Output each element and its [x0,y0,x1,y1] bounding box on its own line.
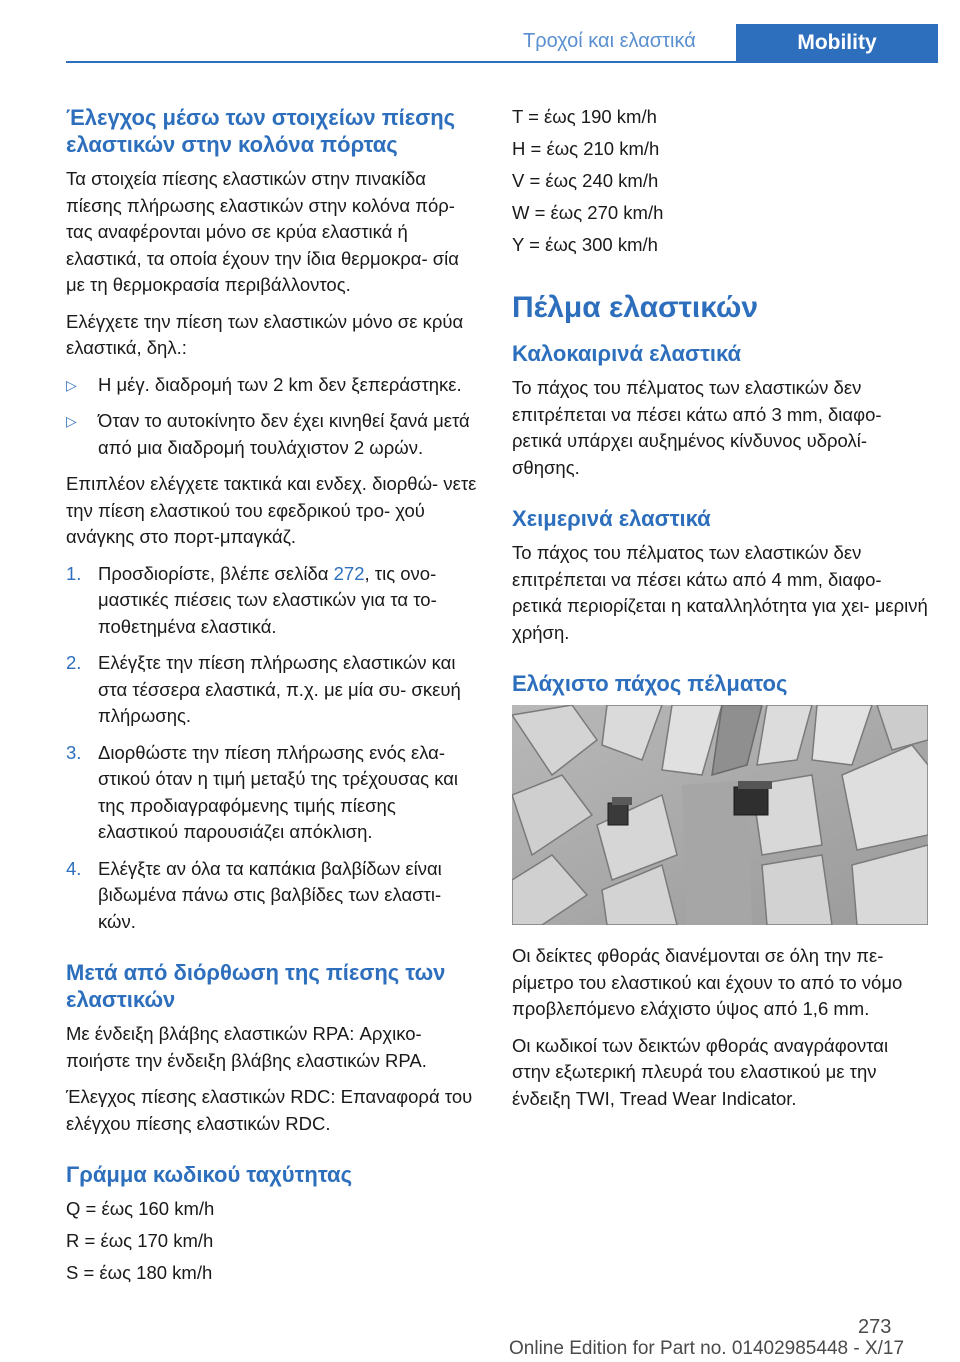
step-item [66,561,478,641]
step-text: Ελέγξτε αν όλα τα καπάκια βαλβίδων είναι βιδωμένα πάνω στις βαλβίδες των ελαστι‐ κών. [98,857,442,932]
paragraph: Ελέγχετε την πίεση των ελαστικών μόνο σε κρύα ελαστικά, δηλ.: [66,310,464,358]
header-section-title: Τροχοί και ελαστικά [523,30,696,52]
heading-winter-tires: Χειμερινά ελαστικά [512,506,711,531]
speed-code-item: Y = έως 300 km/h [512,234,658,255]
speed-code-list [66,1196,478,1287]
step-number: 1. [66,562,82,584]
step-number: 3. [66,741,82,763]
speed-code-item: T = έως 190 km/h [512,106,657,127]
heading-pillar-check: Έλεγχος μέσω των στοιχείων πίεσης ελαστικών στην κολόνα πόρτας [66,105,456,157]
step-item [66,856,478,936]
step-number: 2. [66,652,82,673]
right-column [512,104,928,1122]
heading-tire-tread: Πέλμα ελαστικών [512,291,759,324]
numbered-steps [66,561,478,936]
tire-tread-wear-indicator-image [512,705,928,925]
speed-code-item: H = έως 210 km/h [512,138,660,159]
heading-speed-code: Γράμμα κωδικού ταχύτητας [66,1162,353,1187]
speed-code-item: Q = έως 160 km/h [66,1198,215,1219]
speed-code-item: S = έως 180 km/h [66,1262,213,1283]
page-reference-link[interactable]: 272 [333,562,365,584]
speed-code-item: W = έως 270 km/h [512,202,664,223]
heading-after-correction: Μετά από διόρθωση της πίεσης των ελαστικών [66,960,446,1012]
step-text: , τις ονο‐ μαστικές πιέσεις των ελαστικών για τα το‐ ποθετημένα ελαστικά. [98,562,437,637]
bullet-list [66,372,478,462]
step-item [66,650,478,730]
list-item [66,372,478,399]
list-item-text: Όταν το αυτοκίνητο δεν έχει κινηθεί ξανά μετά από μια διαδρομή τουλάχιστον 2 ωρών. [98,410,470,458]
step-text: Ελέγξτε την πίεση πλήρωσης ελαστικών και στα τέσσερα ελαστικά, π.χ. με μία συ‐ σκευή πλήρωσης. [98,652,461,726]
paragraph: Οι δείκτες φθοράς διανέμονται σε όλη την πε‐ ρίμετρο του ελαστικού και έχουν το από το νόμο προβλεπόμενο ελάχιστο ύψος από 1,6 mm. [512,945,903,1019]
triangle-bullet-icon: ▷ [66,413,77,429]
paragraph: Οι κωδικοί των δεικτών φθοράς αναγράφονται στην εξωτερική πλευρά του ελαστικού με την ένδειξη TWI, Tread Wear Indicator. [512,1034,889,1109]
paragraph: Έλεγχος πίεσης ελαστικών RDC: Επαναφορά του ελέγχου πίεσης ελαστικών RDC. [66,1086,473,1134]
page-number: 273 [858,1316,892,1338]
speed-code-list [512,104,928,259]
speed-code-item: V = έως 240 km/h [512,170,659,191]
triangle-bullet-icon: ▷ [66,376,77,393]
list-item-text: Η μέγ. διαδρομή των 2 km δεν ξεπεράστηκε. [98,373,462,395]
left-column [66,104,478,1292]
step-text: Προσδιορίστε, βλέπε σελίδα [98,562,334,584]
step-text: Διορθώστε την πίεση πλήρωσης ενός ελα‐ στικού όταν η τιμή μεταξύ της τρέχουσας και της προδιαγραφόμενης τιμής πίεσης ελαστικού παρουσιάζει απόκλιση. [98,741,459,842]
step-item [66,740,478,846]
list-item [66,408,478,461]
paragraph: Τα στοιχεία πίεσης ελαστικών στην πινακίδα πίεσης πλήρωσης ελαστικών στην κολόνα πόρ‐ τας αναφέρονται μόνο σε κρύα ελαστικά ή ελαστικά, τα οποία έχουν την ίδια θερμοκρα‐ σία με τη θερμοκρασία περιβάλλοντος. [66,168,459,295]
speed-code-item: R = έως 170 km/h [66,1230,214,1251]
step-number: 4. [66,857,82,879]
paragraph: Με ένδειξη βλάβης ελαστικών RPA: Αρχικο‐ ποιήστε την ένδειξη βλάβης ελαστικών RPA. [66,1023,427,1071]
paragraph: Επιπλέον ελέγχετε τακτικά και ενδεχ. διορθώ‐ νετε την πίεση ελαστικού του εφεδρικού τρο‐ χού ανάγκης στο πορτ-μπαγκάζ. [66,473,477,547]
footer-edition: Online Edition for Part no. 01402985448 - X/17 [509,1338,905,1359]
heading-min-tread: Ελάχιστο πάχος πέλματος [512,671,788,696]
header-tab-mobility: Mobility [736,24,938,62]
heading-summer-tires: Καλοκαιρινά ελαστικά [512,341,742,366]
paragraph: Το πάχος του πέλματος των ελαστικών δεν επιτρέπεται να πέσει κάτω από 4 mm, διαφο‐ ρετικά περιορίζεται η καταλληλότητα για χει‐ μερινή χρήση. [512,542,928,643]
paragraph: Το πάχος του πέλματος των ελαστικών δεν επιτρέπεται να πέσει κάτω από 3 mm, διαφο‐ ρετικά υπάρχει αυξημένος κίνδυνος υδρολί‐ σθησης. [512,377,882,478]
